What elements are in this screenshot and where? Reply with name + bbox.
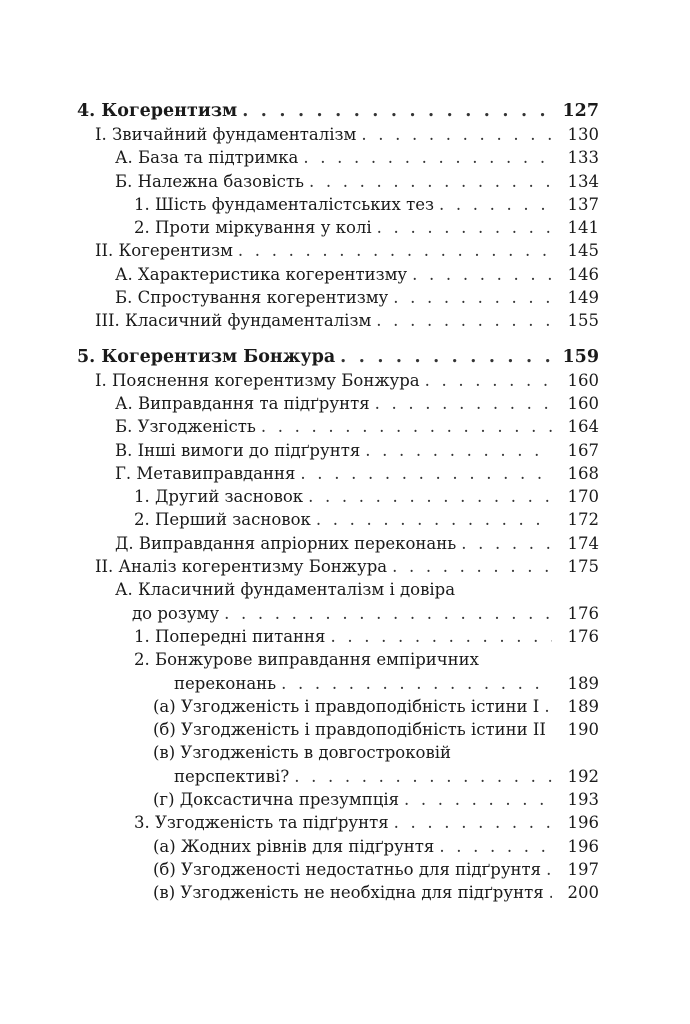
toc-entry-title: В. Інші вимоги до підґрунтя: [115, 440, 361, 460]
toc-entry-title: (г) Доксастична презумпція: [153, 790, 400, 810]
toc-entry: [0, 648, 690, 671]
toc-page-number: 174: [567, 533, 599, 553]
toc-page-number: 134: [567, 171, 599, 191]
dot-leader: [300, 462, 552, 485]
toc-entry: [0, 672, 690, 695]
toc-entry: [0, 369, 690, 392]
dot-leader: [394, 811, 552, 834]
dot-leader: [544, 695, 552, 718]
toc-entry: [0, 508, 690, 531]
toc-page-number: 133: [567, 148, 599, 168]
toc-page-number: 130: [567, 125, 599, 144]
toc-entry: [0, 123, 690, 146]
toc-page-number: 145: [567, 241, 599, 261]
toc-entry-title: А. Виправдання та підґрунтя: [115, 393, 370, 413]
dot-leader: [238, 239, 552, 262]
dot-leader: [281, 672, 552, 695]
toc-entry: [0, 392, 690, 415]
table-of-contents: [0, 99, 690, 905]
dot-leader: [376, 309, 552, 332]
toc-entry: [0, 811, 690, 834]
toc-page-number: 160: [567, 370, 599, 390]
toc-entry: [0, 741, 690, 764]
toc-entry-title: I. Звичайний фундаменталізм: [95, 125, 357, 144]
toc-entry: [0, 532, 690, 555]
toc-chapter-entry: [0, 345, 690, 369]
dot-leader: [377, 216, 552, 239]
toc-entry-title: А. Класичний фундаменталізм і довіра: [115, 580, 456, 600]
toc-page-number: 189: [567, 673, 599, 693]
toc-entry: [0, 555, 690, 578]
toc-page-number: 168: [567, 463, 599, 483]
toc-page-number: 159: [562, 346, 599, 367]
dot-leader: [392, 555, 552, 578]
dot-leader: [412, 263, 552, 286]
toc-entry-title: 4. Когерентизм: [77, 101, 238, 121]
toc-page-number: 146: [567, 264, 599, 284]
toc-page-number: 172: [567, 510, 599, 530]
dot-leader: [308, 485, 552, 508]
toc-entry-title: II. Аналіз когерентизму Бонжура: [95, 557, 388, 577]
toc-entry: [0, 309, 690, 332]
dot-leader: [365, 439, 552, 462]
dot-leader: [316, 508, 552, 531]
toc-entry: [0, 881, 690, 904]
toc-entry: [0, 439, 690, 462]
toc-entry-title: (в) Узгодженість не необхідна для підґрунтя: [153, 883, 544, 903]
toc-page-number: 176: [567, 626, 599, 646]
toc-entry-title: 3. Узгодженість та підґрунтя: [134, 813, 389, 833]
toc-page-number: 170: [567, 487, 599, 507]
toc-entry-title: (а) Узгодженість і правдоподібність істини I: [153, 696, 540, 716]
dot-leader: [393, 286, 552, 309]
toc-entry: [0, 286, 690, 309]
dot-leader: [330, 625, 552, 648]
dot-leader: [546, 858, 552, 881]
dot-leader: [294, 765, 552, 788]
toc-entry: [0, 193, 690, 216]
dot-leader: [303, 146, 552, 169]
toc-page-number: 149: [567, 288, 599, 308]
toc-entry: [0, 602, 690, 625]
dot-leader: [425, 369, 552, 392]
toc-entry-title: (а) Жодних рівнів для підґрунтя: [153, 836, 435, 856]
toc-entry: [0, 263, 690, 286]
toc-entry: [0, 170, 690, 193]
dot-leader: [551, 718, 552, 741]
toc-page-number: 193: [567, 790, 599, 810]
toc-page-number: 167: [567, 440, 599, 460]
toc-entry: [0, 462, 690, 485]
toc-entry: [0, 239, 690, 262]
toc-page-number: 190: [567, 720, 599, 740]
toc-entry-title: I. Пояснення когерентизму Бонжура: [95, 370, 420, 390]
toc-entry-title: до розуму: [132, 603, 220, 623]
toc-entry-title: 2. Перший засновок: [134, 510, 311, 530]
toc-entry-title: А. База та підтримка: [115, 148, 299, 168]
toc-entry-title: Б. Належна базовість: [115, 171, 304, 191]
toc-page-number: 176: [567, 603, 599, 623]
dot-leader: [242, 99, 552, 123]
toc-page-number: 141: [567, 218, 599, 238]
toc-entry-title: 1. Другий засновок: [134, 487, 304, 507]
toc-entry-title: 5. Когерентизм Бонжура: [77, 346, 336, 367]
toc-entry: [0, 718, 690, 741]
toc-page-number: 175: [567, 557, 599, 577]
toc-page-number: 196: [567, 836, 599, 856]
dot-leader: [224, 602, 552, 625]
toc-entry: [0, 835, 690, 858]
toc-entry: [0, 146, 690, 169]
toc-page-number: 200: [567, 883, 599, 903]
toc-page-number: 160: [567, 393, 599, 413]
toc-page-number: 127: [562, 101, 599, 121]
toc-entry-title: 2. Бонжурове виправдання емпіричних: [134, 650, 479, 670]
dot-leader: [439, 835, 552, 858]
toc-entry: [0, 578, 690, 601]
dot-leader: [549, 881, 552, 904]
dot-leader: [439, 193, 552, 216]
toc-page-number: 192: [567, 766, 599, 786]
toc-entry-title: (б) Узгодженості недостатньо для підґрунтя: [153, 859, 542, 879]
dot-leader: [375, 392, 552, 415]
toc-entry: [0, 765, 690, 788]
toc-entry: [0, 216, 690, 239]
dot-leader: [261, 415, 552, 438]
toc-entry-title: Г. Метавиправдання: [115, 463, 296, 483]
toc-chapter-entry: [0, 99, 690, 123]
toc-entry-title: 2. Проти міркування у колі: [134, 218, 372, 238]
toc-entry-title: II. Когерентизм: [95, 241, 233, 261]
toc-entry-title: 1. Попередні питання: [134, 626, 326, 646]
dot-leader: [309, 170, 552, 193]
toc-entry: [0, 858, 690, 881]
toc-entry: [0, 625, 690, 648]
dot-leader: [461, 532, 552, 555]
toc-page-number: 189: [567, 696, 599, 716]
dot-leader: [404, 788, 552, 811]
toc-entry: [0, 788, 690, 811]
toc-entry-title: Б. Спростування когерентизму: [115, 288, 389, 308]
toc-entry: [0, 695, 690, 718]
toc-entry-title: Б. Узгодженість: [115, 417, 256, 437]
toc-page-number: 197: [567, 859, 599, 879]
toc-page-number: 155: [567, 311, 599, 331]
toc-entry-title: перспективі?: [174, 766, 290, 786]
toc-page-number: 137: [567, 194, 599, 214]
toc-page-number: 164: [567, 417, 599, 437]
toc-entry-title: переконань: [174, 673, 277, 693]
toc-entry-title: (в) Узгодженість в довгостроковій: [153, 743, 452, 763]
toc-entry-title: (б) Узгодженість і правдоподібність істини II: [153, 720, 546, 740]
dot-leader: [361, 123, 552, 146]
toc-entry: [0, 485, 690, 508]
toc-entry-title: Д. Виправдання апріорних переконань: [115, 533, 457, 553]
dot-leader: [340, 345, 552, 369]
toc-entry-title: III. Класичний фундаменталізм: [95, 311, 372, 331]
toc-entry-title: А. Характеристика когерентизму: [115, 264, 408, 284]
toc-entry: [0, 415, 690, 438]
toc-page-number: 196: [567, 813, 599, 833]
toc-entry-title: 1. Шість фундаменталістських тез: [134, 194, 434, 214]
